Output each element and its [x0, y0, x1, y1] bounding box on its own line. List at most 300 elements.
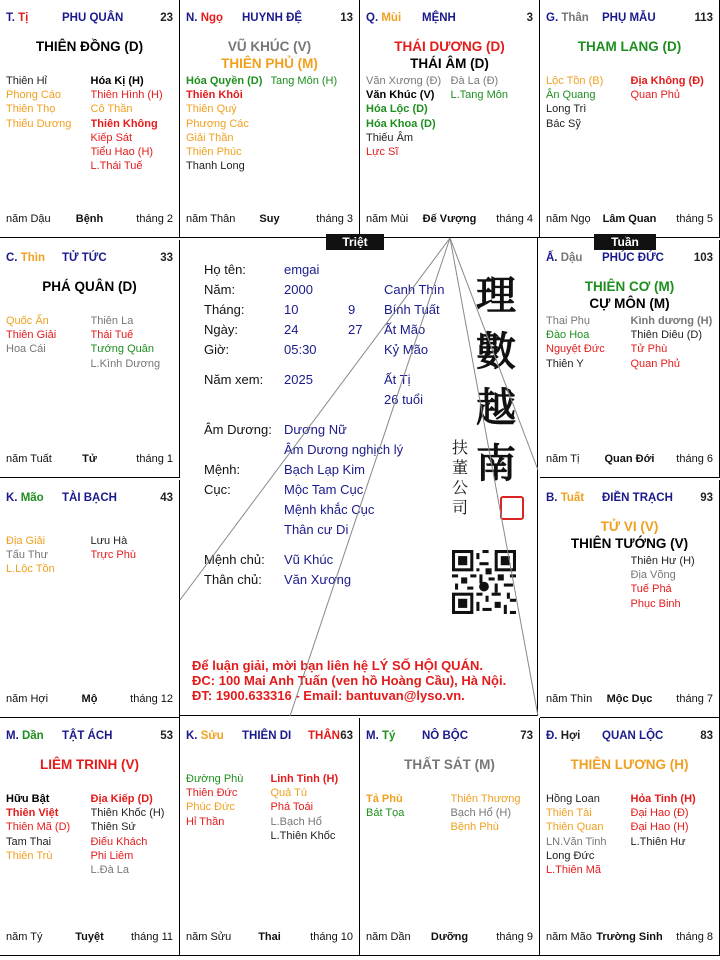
minor-stars-right: [631, 314, 716, 371]
footer-month: tháng 5: [676, 213, 713, 225]
than-marker: THÂN: [308, 730, 340, 742]
palace-age: 3: [526, 12, 533, 24]
minor-star: LN.Văn Tinh: [546, 835, 607, 848]
minor-stars-left: [6, 792, 91, 877]
minor-star: Thiên Hỉ: [6, 75, 47, 87]
major-stars: [540, 38, 719, 55]
minor-star: Hồng Loan: [546, 793, 600, 805]
minor-stars-right: [631, 74, 716, 131]
minor-star: Hoa Cái: [6, 343, 46, 356]
minor-star: Cô Thần: [90, 103, 133, 116]
minor-star: Thiên Khôi: [186, 89, 243, 102]
minor-star: Phong Cáo: [6, 89, 62, 102]
hour-value: 05:30: [284, 342, 317, 357]
minor-star: Long Trì: [546, 103, 587, 116]
minor-stars-left: [6, 314, 91, 371]
minor-star: Bạch Hổ (H): [450, 807, 512, 820]
minor-star: Lộc Tồn (B): [546, 75, 604, 87]
minor-stars-left: [546, 554, 631, 611]
palace-name: PHÚC ĐỨC: [602, 252, 664, 264]
footer-year: năm Mùi: [366, 213, 409, 225]
palace-footer: [546, 213, 713, 227]
minor-star: Văn Khúc (V): [366, 89, 435, 102]
footer-phase: Đế Vượng: [422, 213, 477, 225]
amduong-value: Dương Nữ: [284, 422, 347, 437]
amduong-note: Âm Dương nghịch lý: [284, 442, 404, 457]
palace-cell-dan: [0, 718, 180, 956]
name-value: emgai: [284, 262, 320, 277]
minor-star: L.Tang Môn: [450, 89, 508, 102]
branch-label: B. Tuất: [546, 492, 585, 504]
view-year-canchi: Ất Tị: [384, 372, 411, 387]
minor-star: Hỉ Thần: [186, 815, 225, 828]
minor-star: Long Đức: [546, 849, 595, 862]
palace-name: MỆNH: [422, 12, 456, 24]
minor-stars-left: [366, 792, 451, 835]
major-stars: [540, 756, 719, 773]
qr-code-icon: [452, 550, 516, 614]
footer-month: tháng 12: [130, 693, 173, 705]
minor-star: Thiên Diêu (D): [630, 329, 703, 342]
cuc-label: Cục:: [204, 482, 231, 497]
minor-star: Thai Phụ: [546, 315, 591, 327]
palace-footer: [6, 693, 173, 707]
minor-stars: [546, 74, 715, 131]
minor-star: Thiên Trù: [6, 849, 53, 862]
minor-stars-right: [271, 772, 356, 843]
major-star: THIÊN CƠ (M): [584, 279, 675, 294]
footer-month: tháng 8: [676, 931, 713, 943]
minor-star: L.Lộc Tồn: [6, 563, 55, 576]
minor-stars: [6, 534, 175, 577]
palace-name: TÀI BẠCH: [62, 492, 117, 504]
menhchu-value: Vũ Khúc: [284, 552, 334, 567]
major-star: THAM LANG (D): [577, 39, 682, 54]
palace-cell-dau: [540, 240, 720, 478]
minor-star: Thiên Đức: [186, 787, 238, 800]
branch-label: C. Thìn: [6, 252, 45, 264]
footer-year: năm Mão: [546, 931, 592, 943]
minor-stars: [366, 792, 535, 835]
footer-year: năm Dậu: [6, 213, 51, 225]
minor-star: L.Bạch Hổ: [270, 815, 322, 828]
minor-star: L.Đà La: [90, 864, 130, 877]
major-stars: [0, 38, 179, 55]
calligraphy-logo: [450, 268, 522, 568]
minor-star: Giải Thần: [186, 131, 234, 144]
red-seal-icon: [500, 496, 524, 520]
minor-stars-left: [546, 314, 631, 371]
day-solar: 24: [284, 322, 299, 337]
palace-name: THIÊN DI: [242, 730, 292, 742]
major-stars: [360, 756, 539, 773]
minor-star: Quốc Ấn: [6, 315, 49, 327]
minor-stars: [366, 74, 535, 159]
palace-header: [546, 252, 713, 266]
minor-star: Đà La (Đ): [450, 75, 499, 87]
palace-cell-thin: [0, 240, 180, 478]
year-canchi: Canh Thìn: [384, 282, 445, 297]
minor-star: L.Thái Tuế: [90, 160, 143, 173]
minor-stars-right: [631, 792, 716, 877]
minor-stars-right: [91, 792, 176, 877]
minor-stars: [546, 792, 715, 877]
minor-star: Bệnh Phù: [450, 821, 499, 834]
than-cu: Thân cư Di: [284, 522, 349, 537]
palace-header: [6, 252, 173, 266]
palace-age: 63: [340, 730, 353, 742]
minor-star: Tam Thai: [6, 835, 52, 848]
footer-phase: Tuyệt: [75, 931, 104, 943]
amduong-label: Âm Dương:: [204, 422, 272, 437]
contact-line-1: Để luận giải, mời bạn liên hệ LÝ SỐ HỘI QUÁN.: [192, 658, 483, 673]
major-star: THÁI DƯƠNG (D): [394, 39, 505, 54]
footer-phase: Lâm Quan: [602, 213, 657, 225]
footer-phase: Suy: [259, 213, 280, 225]
branch-label: Đ. Hợi: [546, 730, 581, 742]
minor-star: Lực Sĩ: [366, 146, 399, 159]
minor-star: Thiên Thương: [450, 793, 521, 805]
minor-star: L.Kình Dương: [90, 357, 161, 370]
minor-star: Trực Phù: [90, 549, 136, 562]
footer-year: năm Thìn: [546, 693, 593, 705]
minor-star: Tử Phù: [630, 343, 668, 356]
palace-header: [6, 12, 173, 26]
minor-stars: [546, 314, 715, 371]
palace-header: [186, 730, 353, 744]
palace-footer: [186, 931, 353, 945]
minor-star: Thiên Hình (H): [90, 89, 163, 102]
month-label: Tháng:: [204, 302, 245, 317]
minor-star: Đại Hao (Đ): [630, 807, 689, 820]
palace-header: [366, 730, 533, 744]
year-value: 2000: [284, 282, 313, 297]
minor-star: L.Thiên Hư: [630, 835, 686, 848]
palace-cell-mao: [0, 480, 180, 718]
major-star: THÁI ÂM (D): [410, 56, 489, 71]
palace-name: PHỤ MẪU: [602, 12, 656, 24]
minor-star: Kiếp Sát: [90, 131, 133, 144]
minor-star: Hóa Quyền (D): [186, 75, 263, 87]
palace-age: 73: [520, 730, 533, 742]
menh-label: Mệnh:: [204, 462, 241, 477]
footer-phase: Dưỡng: [430, 931, 469, 943]
footer-phase: Thai: [258, 931, 281, 943]
major-star: THIÊN PHỦ (M): [221, 56, 318, 71]
palace-name: TẬT ÁCH: [62, 730, 113, 742]
month-solar: 10: [284, 302, 299, 317]
palace-name: NÔ BỘC: [422, 730, 468, 742]
footer-year: năm Sửu: [186, 931, 232, 943]
branch-label: Q. Mùi: [366, 12, 402, 24]
footer-month: tháng 10: [310, 931, 353, 943]
major-star: THIÊN ĐỒNG (D): [35, 39, 144, 54]
minor-star: Thiên Y: [546, 357, 584, 370]
contact-line-3: ĐT: 1900.633316 - Email: bantuvan@lyso.vn.: [192, 688, 465, 703]
minor-star: Địa Giải: [6, 535, 46, 547]
palace-age: 13: [340, 12, 353, 24]
palace-age: 43: [160, 492, 173, 504]
palace-header: [186, 12, 353, 26]
minor-star: L.Thiên Mã: [546, 864, 602, 877]
contact-info: [192, 658, 506, 703]
major-star: LIÊM TRINH (V): [40, 757, 139, 772]
palace-footer: [546, 453, 713, 467]
minor-stars: [6, 792, 175, 877]
footer-year: năm Tuất: [6, 453, 52, 465]
footer-phase: Tử: [82, 453, 97, 465]
branch-label: N. Ngọ: [186, 12, 224, 24]
minor-star: Thiên Sứ: [90, 821, 136, 834]
minor-star: Tiểu Hao (H): [90, 146, 154, 159]
menhchu-label: Mệnh chủ:: [204, 552, 265, 567]
minor-star: Địa Không (Đ): [630, 75, 704, 87]
footer-month: tháng 6: [676, 453, 713, 465]
minor-star: Thiên Việt: [6, 807, 59, 820]
minor-star: Địa Võng: [630, 569, 676, 582]
minor-stars-left: [546, 792, 631, 877]
palace-footer: [6, 931, 173, 945]
palace-age: 23: [160, 12, 173, 24]
major-star: PHÁ QUÂN (D): [42, 279, 137, 294]
palace-cell-tuat: [540, 480, 720, 718]
palace-cell-suu: [180, 718, 360, 956]
palace-footer: [546, 931, 713, 945]
minor-star: Địa Kiếp (D): [90, 793, 153, 805]
major-stars: [540, 518, 719, 552]
minor-stars-right: [91, 74, 176, 173]
branch-label: T. Tị: [6, 12, 29, 24]
center-info-panel: [180, 238, 538, 716]
palace-age: 103: [693, 252, 713, 264]
minor-star: Thiên Thọ: [6, 103, 56, 116]
minor-stars-right: [91, 534, 176, 577]
palace-cell-ty: [0, 0, 180, 238]
minor-star: Thiên Khốc (H): [90, 807, 165, 820]
palace-header: [546, 730, 713, 744]
footer-year: năm Tý: [6, 931, 43, 943]
palace-name: TỬ TỨC: [62, 252, 107, 264]
minor-star: Tang Môn (H): [270, 75, 338, 87]
footer-month: tháng 7: [676, 693, 713, 705]
view-year-label: Năm xem:: [204, 372, 264, 387]
footer-month: tháng 3: [316, 213, 353, 225]
palace-footer: [6, 213, 173, 227]
minor-star: Tướng Quân: [90, 343, 154, 356]
footer-phase: Trường Sinh: [596, 931, 663, 943]
footer-year: năm Thân: [186, 213, 236, 225]
minor-star: Nguyệt Đức: [546, 343, 605, 356]
branch-label: G. Thân: [546, 12, 589, 24]
footer-phase: Mộ: [81, 693, 98, 705]
minor-star: Đào Hoa: [546, 329, 590, 342]
minor-star: Phục Binh: [630, 597, 681, 610]
minor-star: Quan Phủ: [630, 357, 681, 370]
minor-stars: [6, 74, 175, 173]
palace-age: 53: [160, 730, 173, 742]
minor-star: Phá Toái: [270, 801, 314, 814]
minor-star: Hóa Lộc (D): [366, 103, 428, 116]
minor-star: Kình dương (H): [630, 315, 713, 327]
minor-star: Quan Phủ: [630, 89, 681, 102]
minor-stars: [6, 314, 175, 371]
month-lunar: 9: [348, 302, 356, 317]
major-star: THIÊN TƯỚNG (V): [570, 536, 689, 551]
month-canchi: Bính Tuất: [384, 302, 440, 317]
minor-star: Thiên Quan: [546, 821, 604, 834]
footer-month: tháng 2: [136, 213, 173, 225]
palace-age: 113: [694, 12, 713, 24]
minor-star: Thiên Mã (D): [6, 821, 71, 834]
palace-cell-ngo: [180, 0, 360, 238]
palace-age: 93: [700, 492, 713, 504]
minor-star: Đường Phù: [186, 773, 244, 785]
view-age: 26 tuổi: [384, 392, 424, 407]
major-stars: [360, 38, 539, 72]
minor-star: Thanh Long: [186, 160, 245, 173]
view-year-value: 2025: [284, 372, 313, 387]
thanchu-value: Văn Xương: [284, 572, 352, 587]
minor-star: Phi Liêm: [90, 849, 134, 862]
minor-star: Thiên Quý: [186, 103, 237, 116]
minor-stars-right: [451, 792, 536, 835]
palace-header: [546, 12, 713, 26]
minor-star: Thái Tuế: [90, 329, 134, 342]
minor-star: Thiên Tài: [546, 807, 592, 820]
footer-month: tháng 1: [136, 453, 173, 465]
minor-stars-left: [366, 74, 451, 159]
name-label: Họ tên:: [204, 262, 246, 277]
minor-star: Văn Xương (Đ): [366, 75, 442, 87]
minor-star: Ân Quang: [546, 89, 596, 102]
minor-star: Thiếu Âm: [366, 131, 414, 144]
palace-footer: [186, 213, 353, 227]
branch-label: M. Tý: [366, 730, 396, 742]
minor-star: Hỏa Tinh (H): [630, 793, 696, 805]
minor-star: Phượng Các: [186, 117, 249, 130]
minor-star: Đại Hao (H): [630, 821, 689, 834]
minor-star: Thiên Hư (H): [630, 555, 695, 567]
palace-cell-hoi: [540, 718, 720, 956]
minor-star: Tuế Phá: [630, 583, 672, 596]
palace-cell-than: [540, 0, 720, 238]
palace-footer: [366, 213, 533, 227]
footer-phase: Quan Đới: [604, 453, 655, 465]
minor-star: Điếu Khách: [90, 835, 148, 848]
minor-star: Bác Sỹ: [546, 117, 581, 130]
palace-header: [6, 492, 173, 506]
minor-stars-left: [186, 74, 271, 173]
major-stars: [0, 278, 179, 295]
footer-year: năm Tị: [546, 453, 580, 465]
footer-month: tháng 4: [496, 213, 533, 225]
year-label: Năm:: [204, 282, 236, 297]
minor-star: Hữu Bật: [6, 793, 50, 805]
palace-name: PHU QUÂN: [62, 12, 124, 24]
palace-cell-ty2: [360, 718, 540, 956]
footer-phase: Bệnh: [75, 213, 104, 225]
minor-star: Hóa Khoa (D): [366, 117, 436, 130]
minor-stars: [186, 74, 355, 173]
hour-canchi: Kỷ Mão: [384, 342, 429, 357]
tuan-tag: Tuần: [594, 234, 656, 250]
hour-label: Giờ:: [204, 342, 230, 357]
major-star: TỬ VI (V): [600, 519, 659, 534]
minor-star: Lưu Hà: [90, 535, 128, 547]
cuc-value: Mộc Tam Cục: [284, 482, 364, 497]
minor-star: Thiếu Dương: [6, 117, 72, 130]
minor-star: Quả Tú: [270, 787, 307, 800]
major-star: THIÊN LƯƠNG (H): [570, 757, 689, 772]
palace-footer: [366, 931, 533, 945]
minor-stars-left: [186, 772, 271, 843]
minor-stars-left: [6, 74, 91, 173]
footer-year: năm Dần: [366, 931, 411, 943]
minor-star: Phúc Đức: [186, 801, 235, 814]
minor-star: Linh Tinh (H): [270, 773, 339, 785]
minor-star: L.Thiên Khốc: [270, 829, 336, 842]
footer-month: tháng 11: [130, 931, 173, 943]
day-label: Ngày:: [204, 322, 238, 337]
triet-tag: Triệt: [326, 234, 384, 250]
branch-label: K. Sửu: [186, 730, 224, 742]
major-star: VŨ KHÚC (V): [227, 39, 312, 54]
menh-value: Bạch Lạp Kim: [284, 462, 365, 477]
minor-stars-right: [91, 314, 176, 371]
major-stars: [0, 756, 179, 773]
side-text: 扶 董 公 司: [452, 438, 469, 517]
branch-label: K. Mão: [6, 492, 44, 504]
palace-header: [6, 730, 173, 744]
minor-star: Thiên Giải: [6, 329, 57, 342]
minor-stars: [186, 772, 355, 843]
footer-year: năm Ngọ: [546, 213, 591, 225]
palace-footer: [546, 693, 713, 707]
palace-footer: [6, 453, 173, 467]
footer-month: tháng 9: [496, 931, 533, 943]
thanchu-label: Thân chủ:: [204, 572, 262, 587]
minor-star: Bát Tọa: [366, 807, 405, 820]
minor-stars: [546, 554, 715, 611]
minor-stars-left: [6, 534, 91, 577]
contact-line-2: ĐC: 100 Mai Anh Tuấn (ven hồ Hoàng Cầu), Hà Nội.: [192, 673, 507, 688]
footer-phase: Mộc Dục: [606, 693, 653, 705]
minor-star: Tả Phù: [366, 793, 403, 805]
minor-stars-right: [631, 554, 716, 611]
calligraphy-text: 理 數 越 南: [476, 272, 516, 487]
minor-star: Hóa Kị (H): [90, 75, 144, 87]
palace-name: HUYNH ĐỆ: [242, 12, 303, 24]
branch-label: Ấ. Dậu: [546, 252, 583, 264]
palace-cell-mui: [360, 0, 540, 238]
footer-year: năm Hợi: [6, 693, 49, 705]
branch-label: M. Dần: [6, 730, 44, 742]
palace-header: [546, 492, 713, 506]
cuc-note: Mệnh khắc Cục: [284, 502, 375, 517]
major-star: THẤT SÁT (M): [404, 757, 495, 772]
minor-star: Thiên Phúc: [186, 146, 242, 159]
minor-stars-right: [271, 74, 356, 173]
minor-star: Thiên Không: [90, 117, 158, 130]
palace-age: 83: [700, 730, 713, 742]
major-star: CỰ MÔN (M): [589, 296, 670, 311]
palace-name: ĐIỀN TRẠCH: [602, 492, 673, 504]
minor-stars-left: [546, 74, 631, 131]
minor-star: Tấu Thư: [6, 549, 49, 562]
minor-stars-right: [451, 74, 536, 159]
palace-header: [366, 12, 533, 26]
major-stars: [180, 38, 359, 72]
